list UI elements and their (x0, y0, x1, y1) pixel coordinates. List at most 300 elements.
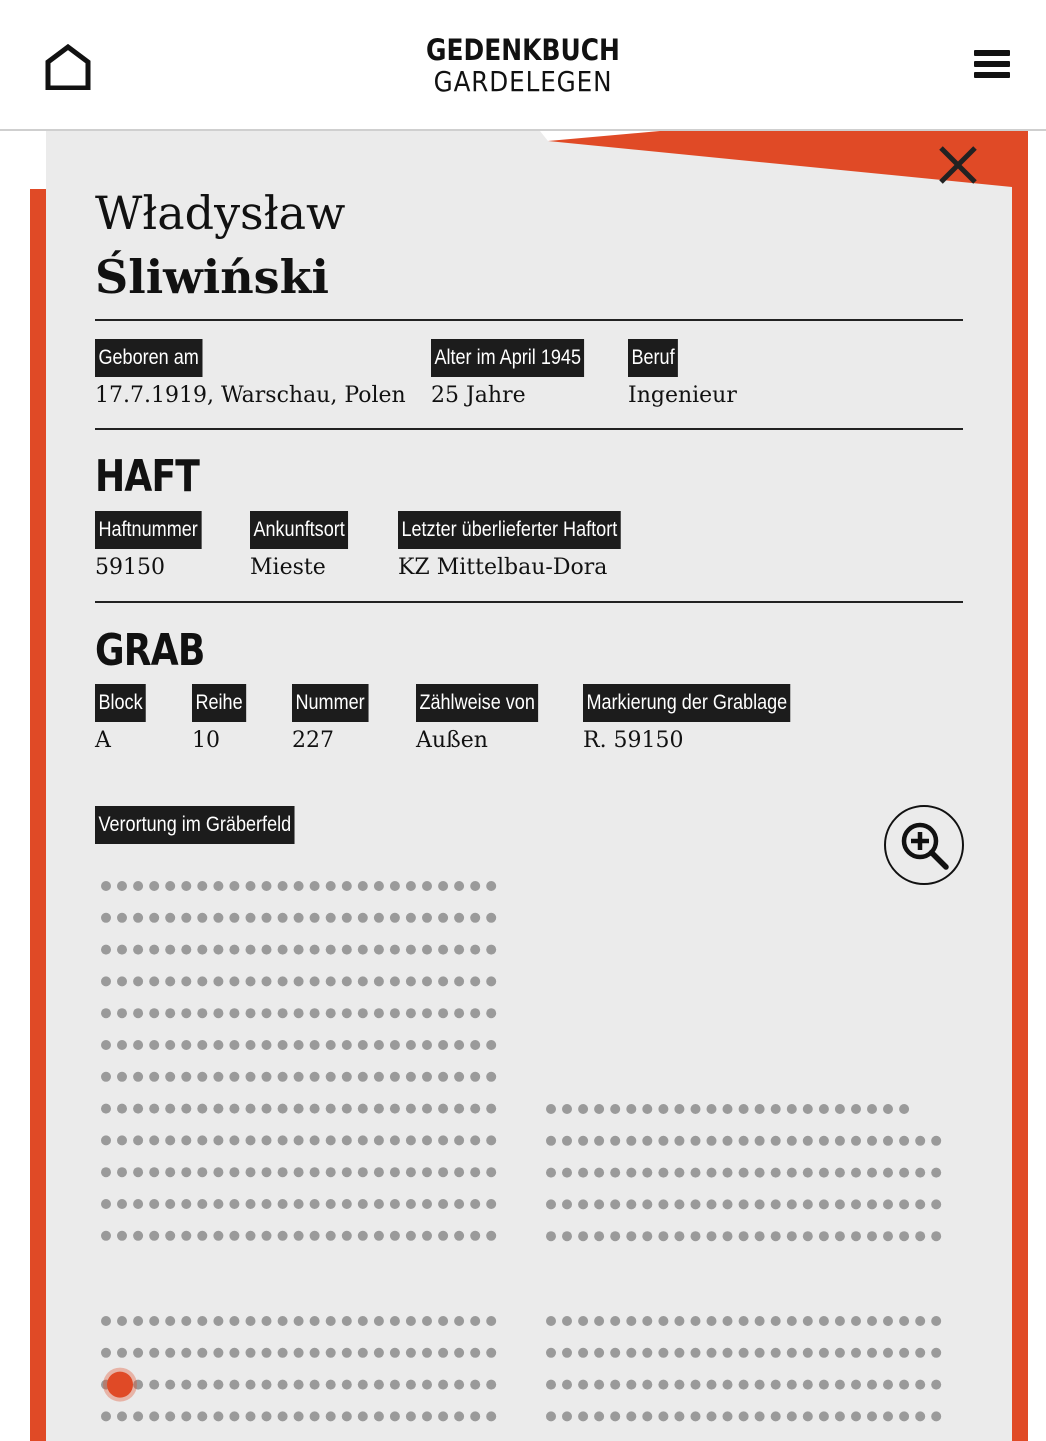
grave-dot (578, 1380, 588, 1390)
grave-dot (246, 1040, 256, 1050)
grave-dot (578, 1411, 588, 1421)
grave-dot (374, 976, 384, 986)
grave-dot (899, 1231, 909, 1241)
grave-dot (406, 1104, 416, 1114)
grave-dot (626, 1411, 636, 1421)
grave-dot (883, 1199, 893, 1209)
grave-dot (133, 913, 143, 923)
grave-dot (486, 1135, 496, 1145)
grave-dot (149, 1316, 159, 1326)
grave-dot (342, 881, 352, 891)
grave-dot (342, 1008, 352, 1018)
grave-dot (165, 1316, 175, 1326)
grave-dot (787, 1168, 797, 1178)
grave-dot (246, 1348, 256, 1358)
grave-dot (294, 1040, 304, 1050)
grave-dot (165, 1040, 175, 1050)
grave-dot (454, 976, 464, 986)
grave-dot (278, 1104, 288, 1114)
field-label: Geboren am (95, 339, 202, 377)
grave-dot (278, 1411, 288, 1421)
grave-dot (149, 976, 159, 986)
grave-dot (197, 1411, 207, 1421)
grave-dot (149, 1380, 159, 1390)
grave-dot (438, 1348, 448, 1358)
grave-dot (723, 1104, 733, 1114)
grave-dot (787, 1316, 797, 1326)
grave-dot (739, 1168, 749, 1178)
grave-dot (262, 945, 272, 955)
grave-dot (707, 1380, 717, 1390)
grave-dot (197, 1040, 207, 1050)
grave-dot (438, 1231, 448, 1241)
grave-dot (117, 1411, 127, 1421)
grave-dot (278, 881, 288, 891)
grave-dot (438, 1167, 448, 1177)
grave-dot (470, 976, 480, 986)
grave-dot (674, 1411, 684, 1421)
grave-dot (213, 1072, 223, 1082)
grave-dot (310, 1104, 320, 1114)
grave-dot (358, 1348, 368, 1358)
grave-dot (229, 1008, 239, 1018)
grave-dot (915, 1231, 925, 1241)
grave-dot (374, 1008, 384, 1018)
grave-dot (454, 1411, 464, 1421)
grave-dot (422, 976, 432, 986)
grave-dot (342, 1104, 352, 1114)
grave-dot (454, 1348, 464, 1358)
grave-dot (642, 1380, 652, 1390)
grave-dot (915, 1136, 925, 1146)
grave-dot (787, 1199, 797, 1209)
grave-dot (470, 913, 480, 923)
grave-dot (438, 913, 448, 923)
grave-dot (149, 945, 159, 955)
grave-dot (278, 1199, 288, 1209)
grave-dot (294, 1411, 304, 1421)
grave-dot (262, 1008, 272, 1018)
grave-dot (213, 1167, 223, 1177)
grave-dot (438, 1008, 448, 1018)
grave-dot (390, 945, 400, 955)
grave-dot (658, 1104, 668, 1114)
grave-dot (310, 976, 320, 986)
grave-dot (470, 1411, 480, 1421)
grave-dot (422, 1380, 432, 1390)
grave-dot (165, 1135, 175, 1145)
grave-dot (358, 1135, 368, 1145)
grave-dot (578, 1199, 588, 1209)
grave-dot (358, 1199, 368, 1209)
grave-dot (835, 1104, 845, 1114)
grave-dot (133, 1040, 143, 1050)
grave-dot (931, 1136, 941, 1146)
grave-dot (165, 945, 175, 955)
grave-dot (294, 913, 304, 923)
grave-dot (278, 1008, 288, 1018)
grave-dot (181, 1380, 191, 1390)
grave-dot (406, 1231, 416, 1241)
grave-dot (562, 1104, 572, 1114)
grave-dot (117, 945, 127, 955)
grave-dot (262, 1135, 272, 1145)
grave-dot (883, 1231, 893, 1241)
grave-dot (358, 1411, 368, 1421)
grave-dot (165, 1411, 175, 1421)
grave-dot (642, 1348, 652, 1358)
grave-dot (915, 1316, 925, 1326)
grave-location-marker[interactable] (107, 1372, 133, 1398)
logo-line-2: GARDELEGEN (433, 65, 613, 98)
grave-dot (342, 1316, 352, 1326)
grave-dot (262, 881, 272, 891)
grave-dot (658, 1168, 668, 1178)
grave-dot (454, 913, 464, 923)
grave-dot (213, 1104, 223, 1114)
grave-dot (342, 945, 352, 955)
grave-dot (851, 1231, 861, 1241)
grave-dot (262, 1380, 272, 1390)
grave-dot (326, 913, 336, 923)
grave-dot (691, 1104, 701, 1114)
grave-dot (246, 1411, 256, 1421)
logo-line-1: GEDENKBUCH (426, 33, 620, 67)
grave-dot (739, 1231, 749, 1241)
grave-dot (883, 1411, 893, 1421)
grave-dot (674, 1199, 684, 1209)
grave-dot (197, 1380, 207, 1390)
grave-dot (594, 1348, 604, 1358)
grave-dot (406, 1348, 416, 1358)
field-label: Markierung der Grablage (583, 684, 791, 722)
grave-dot (117, 1348, 127, 1358)
grave-dot (562, 1348, 572, 1358)
grave-dot (213, 1231, 223, 1241)
grave-dot (133, 881, 143, 891)
field-label: Haftnummer (95, 511, 201, 549)
grave-dot (691, 1168, 701, 1178)
grave-dot (578, 1104, 588, 1114)
grave-dot (358, 1072, 368, 1082)
grave-dot (594, 1411, 604, 1421)
grave-dot (406, 1411, 416, 1421)
grave-dot (310, 1040, 320, 1050)
grave-dot (181, 913, 191, 923)
grave-dot (707, 1136, 717, 1146)
grave-dot (691, 1348, 701, 1358)
grave-dot (851, 1316, 861, 1326)
grave-dot (374, 1199, 384, 1209)
grave-dot (422, 1135, 432, 1145)
grave-dot (326, 1135, 336, 1145)
grave-dot (610, 1104, 620, 1114)
grave-dot (755, 1199, 765, 1209)
grave-dot (610, 1316, 620, 1326)
grave-dot (707, 1231, 717, 1241)
grave-dot (594, 1168, 604, 1178)
grave-dot (723, 1136, 733, 1146)
grave-dot (486, 1316, 496, 1326)
grave-dot (723, 1411, 733, 1421)
grave-dot (197, 913, 207, 923)
grave-dot (626, 1199, 636, 1209)
grave-dot (803, 1411, 813, 1421)
grave-dot (262, 1348, 272, 1358)
grave-dot (246, 1316, 256, 1326)
grave-dot (117, 881, 127, 891)
grave-dot (133, 1316, 143, 1326)
grave-dot (707, 1348, 717, 1358)
grave-dot (803, 1104, 813, 1114)
grave-dot (851, 1136, 861, 1146)
grave-dot (883, 1348, 893, 1358)
grave-dot (691, 1136, 701, 1146)
field-label: Ankunftsort (250, 511, 348, 549)
grave-dot (755, 1348, 765, 1358)
grave-dot (246, 1380, 256, 1390)
grave-dot (358, 1380, 368, 1390)
field-label: Reihe (192, 684, 246, 722)
grave-dot (422, 1040, 432, 1050)
grave-dot (197, 976, 207, 986)
field-label: Nummer (292, 684, 368, 722)
grave-dot (117, 913, 127, 923)
grave-dot (454, 881, 464, 891)
grave-dot (101, 1040, 111, 1050)
grave-dot (470, 881, 480, 891)
map-label: Verortung im Gräberfeld (95, 806, 295, 844)
grave-field-map[interactable] (0, 131, 1046, 1441)
grave-dot (117, 976, 127, 986)
grave-dot (803, 1136, 813, 1146)
grave-dot (771, 1316, 781, 1326)
grave-dot (787, 1380, 797, 1390)
grave-dot (262, 1167, 272, 1177)
grave-dot (229, 1316, 239, 1326)
grave-dot (310, 1008, 320, 1018)
grave-dot (101, 1008, 111, 1018)
grave-dot (246, 945, 256, 955)
grave-dot (851, 1380, 861, 1390)
grave-dot (117, 1316, 127, 1326)
grave-dot (374, 1104, 384, 1114)
grave-dot (771, 1136, 781, 1146)
grave-dot (626, 1231, 636, 1241)
grave-dot (342, 913, 352, 923)
grave-dot (771, 1199, 781, 1209)
grave-dot (546, 1411, 556, 1421)
field-value: 59150 (95, 555, 165, 580)
grave-dot (438, 976, 448, 986)
grave-dot (546, 1348, 556, 1358)
grave-dot (562, 1231, 572, 1241)
grave-dot (213, 1040, 223, 1050)
section-title-grab: GRAB (95, 625, 205, 676)
first-name: Władysław (95, 186, 346, 240)
grave-dot (294, 1008, 304, 1018)
grave-dot (406, 1316, 416, 1326)
grave-dot (278, 1072, 288, 1082)
grave-dot (470, 945, 480, 955)
grave-dot (294, 881, 304, 891)
grave-dot (691, 1199, 701, 1209)
grave-dot (342, 1231, 352, 1241)
grave-dot (133, 1231, 143, 1241)
grave-dot (594, 1104, 604, 1114)
grave-dot (658, 1380, 668, 1390)
grave-dot (294, 1104, 304, 1114)
grave-dot (438, 1040, 448, 1050)
grave-dot (117, 1231, 127, 1241)
grave-dot (931, 1348, 941, 1358)
grave-dot (149, 1167, 159, 1177)
grave-dot (310, 1231, 320, 1241)
grave-dot (181, 1231, 191, 1241)
grave-dot (390, 1104, 400, 1114)
grave-dot (454, 1231, 464, 1241)
grave-dot (562, 1316, 572, 1326)
grave-dot (642, 1104, 652, 1114)
grave-dot (422, 1104, 432, 1114)
grave-dot (438, 1135, 448, 1145)
site-logo[interactable] (0, 33, 1046, 98)
grave-dot (133, 1199, 143, 1209)
grave-dot (197, 1135, 207, 1145)
grave-dot (101, 913, 111, 923)
grave-dot (658, 1411, 668, 1421)
grave-dot (390, 1348, 400, 1358)
grave-dot (835, 1316, 845, 1326)
grave-dot (406, 1072, 416, 1082)
grave-dot (915, 1411, 925, 1421)
grave-dot (899, 1168, 909, 1178)
grave-dot (835, 1380, 845, 1390)
grave-dot (915, 1168, 925, 1178)
grave-dot (835, 1168, 845, 1178)
grave-dot (867, 1199, 877, 1209)
grave-dot (181, 976, 191, 986)
grave-dot (165, 1380, 175, 1390)
grave-dot (310, 1380, 320, 1390)
grave-dot (454, 1040, 464, 1050)
hamburger-menu-icon[interactable] (974, 50, 1010, 82)
grave-dot (229, 1411, 239, 1421)
grave-dot (851, 1348, 861, 1358)
grave-dot (406, 1380, 416, 1390)
grave-dot (755, 1380, 765, 1390)
grave-dot (342, 976, 352, 986)
grave-dot (358, 881, 368, 891)
field-value: KZ Mittelbau-Dora (398, 555, 608, 580)
grave-dot (390, 1167, 400, 1177)
grave-dot (181, 881, 191, 891)
grave-dot (406, 1040, 416, 1050)
grave-dot (310, 881, 320, 891)
grave-dot (149, 1040, 159, 1050)
grave-dot (229, 1167, 239, 1177)
grave-dot (358, 976, 368, 986)
grave-dot (819, 1380, 829, 1390)
grave-dot (374, 1072, 384, 1082)
grave-dot (246, 1104, 256, 1114)
grave-dot (883, 1316, 893, 1326)
grave-dot (246, 976, 256, 986)
grave-dot (626, 1168, 636, 1178)
grave-dot (867, 1104, 877, 1114)
grave-dot (326, 1104, 336, 1114)
grave-dot (326, 1072, 336, 1082)
grave-dot (117, 1104, 127, 1114)
grave-dot (133, 1167, 143, 1177)
grave-dot (470, 1316, 480, 1326)
grave-dot (310, 1199, 320, 1209)
grave-dot (406, 881, 416, 891)
grave-dot (851, 1199, 861, 1209)
grave-dot (899, 1380, 909, 1390)
grave-dot (470, 1380, 480, 1390)
field-value: 17.7.1919, Warschau, Polen (95, 383, 406, 408)
grave-dot (374, 1348, 384, 1358)
field-label: Beruf (628, 339, 678, 377)
grave-dot (787, 1348, 797, 1358)
grave-dot (246, 1072, 256, 1082)
grave-dot (486, 913, 496, 923)
grave-dot (181, 1104, 191, 1114)
grave-dot (931, 1411, 941, 1421)
grave-dot (326, 976, 336, 986)
grave-dot (851, 1411, 861, 1421)
grave-dot (374, 1411, 384, 1421)
grave-dot (374, 1316, 384, 1326)
grave-dot (739, 1316, 749, 1326)
grave-dot (133, 1411, 143, 1421)
grave-dot (739, 1199, 749, 1209)
grave-dot (229, 1380, 239, 1390)
grave-dot (915, 1199, 925, 1209)
grave-dot (626, 1316, 636, 1326)
grave-dot (486, 1008, 496, 1018)
grave-dot (197, 1072, 207, 1082)
field-label: Block (95, 684, 146, 722)
grave-dot (899, 1316, 909, 1326)
grave-dot (374, 1231, 384, 1241)
grave-dot (326, 1348, 336, 1358)
grave-dot (310, 1316, 320, 1326)
grave-dot (390, 976, 400, 986)
grave-dot (771, 1348, 781, 1358)
field-label: Letzter überlieferter Haftort (398, 511, 621, 549)
grave-dot (803, 1348, 813, 1358)
grave-dot (149, 1072, 159, 1082)
grave-dot (594, 1316, 604, 1326)
grave-dot (133, 1008, 143, 1018)
grave-dot (867, 1348, 877, 1358)
grave-dot (803, 1316, 813, 1326)
grave-dot (262, 913, 272, 923)
grave-dot (213, 1316, 223, 1326)
grave-dot (117, 1072, 127, 1082)
grave-dot (197, 945, 207, 955)
grave-dot (213, 1199, 223, 1209)
grave-dot (674, 1231, 684, 1241)
grave-dot (486, 1231, 496, 1241)
grave-dot (278, 1348, 288, 1358)
grave-dot (165, 1008, 175, 1018)
grave-dot (610, 1168, 620, 1178)
grave-dot (181, 945, 191, 955)
grave-dot (835, 1231, 845, 1241)
